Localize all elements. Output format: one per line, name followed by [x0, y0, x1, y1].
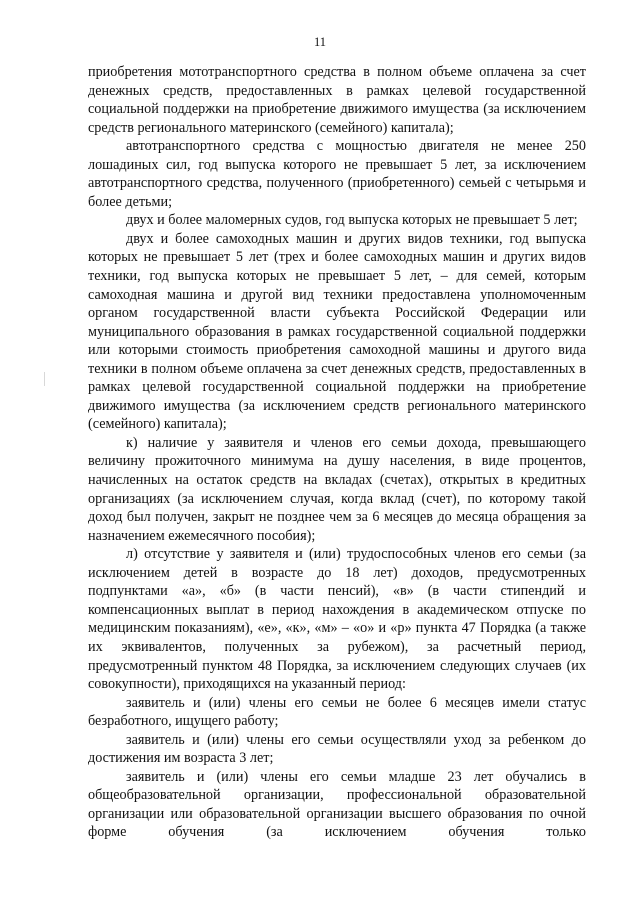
paragraph-students: заявитель и (или) члены его семьи младше 23 лет обучались в общеобразовательной организации, профессиональной образовательной организации или образовательной организации высшего образования по очной форме обучения (за исключением обучения только [88, 768, 586, 841]
paragraph-motor-vehicle: автотранспортного средства с мощностью двигателя не менее 250 лошадиных сил, год выпуска которого не превышает 5 лет, за исключением автотранспортного средства, полученного (приобретенного) семьей с четырьмя и более детьми; [88, 138, 586, 210]
scan-margin-mark [44, 372, 45, 386]
paragraph-self-propelled-machines: двух и более самоходных машин и других видов техники, год выпуска которых не превышает 5 лет (трех и более самоходных машин и других видов техники, год выпуска которых не превышает 5 лет, – для семей, которым самоходная машина и другой вид техники предоставлена уполномоченным органом государственной власти субъекта Российской Федерации или муниципального образования в рамках государственной социальной поддержки или которыми стоимость приобретения самоходной машины и другого вида техники в полном объеме оплачена за счет денежных средств, предоставленных в рамках целевой государственной социальной поддержки на приобретение движимого имущества (за исключением средств регионального материнского (семейного) капитала); [88, 230, 586, 433]
paragraph-k-interest-income: к) наличие у заявителя и членов его семьи дохода, превышающего величину прожиточного минимума на душу населения, в виде процентов, начисленных на остаток средств на вкладах (счетах), открытых в кредитных организациях (за исключением случая, когда вклад (счет), по которому такой доход был получен, закрыт не позднее чем за 6 месяцев до месяца обращения за назначением ежемесячного пособия); [88, 434, 586, 544]
paragraph-movable-property-end: приобретения мототранспортного средства в полном объеме оплачена за счет денежных средств, предоставленных в рамках целевой государственной социальной поддержки на приобретение движимого имущества (за исключением средств регионального материнского (семейного) капитала); [88, 64, 586, 136]
paragraph-unemployed-status: заявитель и (или) члены его семьи не более 6 месяцев имели статус безработного, ищущего работу; [88, 694, 586, 730]
paragraph-l-no-income: л) отсутствие у заявителя и (или) трудоспособных членов его семьи (за исключением детей в возрасте до 18 лет) доходов, предусмотренных подпунктами «а», «б» (в части пенсий), «в» (в части стипендий и компенсационных выплат в период нахождения в академическом отпуске по медицинским показаниям), «е», «к», «м» – «о» и «р» пункта 47 Порядка (а также их эквивалентов, полученных за рубежом), за расчетный период, предусмотренный пунктом 48 Порядка, за исключением следующих случаев (их совокупности), приходящихся на указанный период: [88, 546, 586, 693]
paragraph-child-care: заявитель и (или) члены его семьи осуществляли уход за ребенком до достижения им возраста 3 лет; [88, 731, 586, 767]
paragraph-small-vessels: двух и более маломерных судов, год выпуска которых не превышает 5 лет; [126, 212, 578, 229]
document-body [88, 63, 586, 842]
page-number: 11 [313, 35, 327, 49]
